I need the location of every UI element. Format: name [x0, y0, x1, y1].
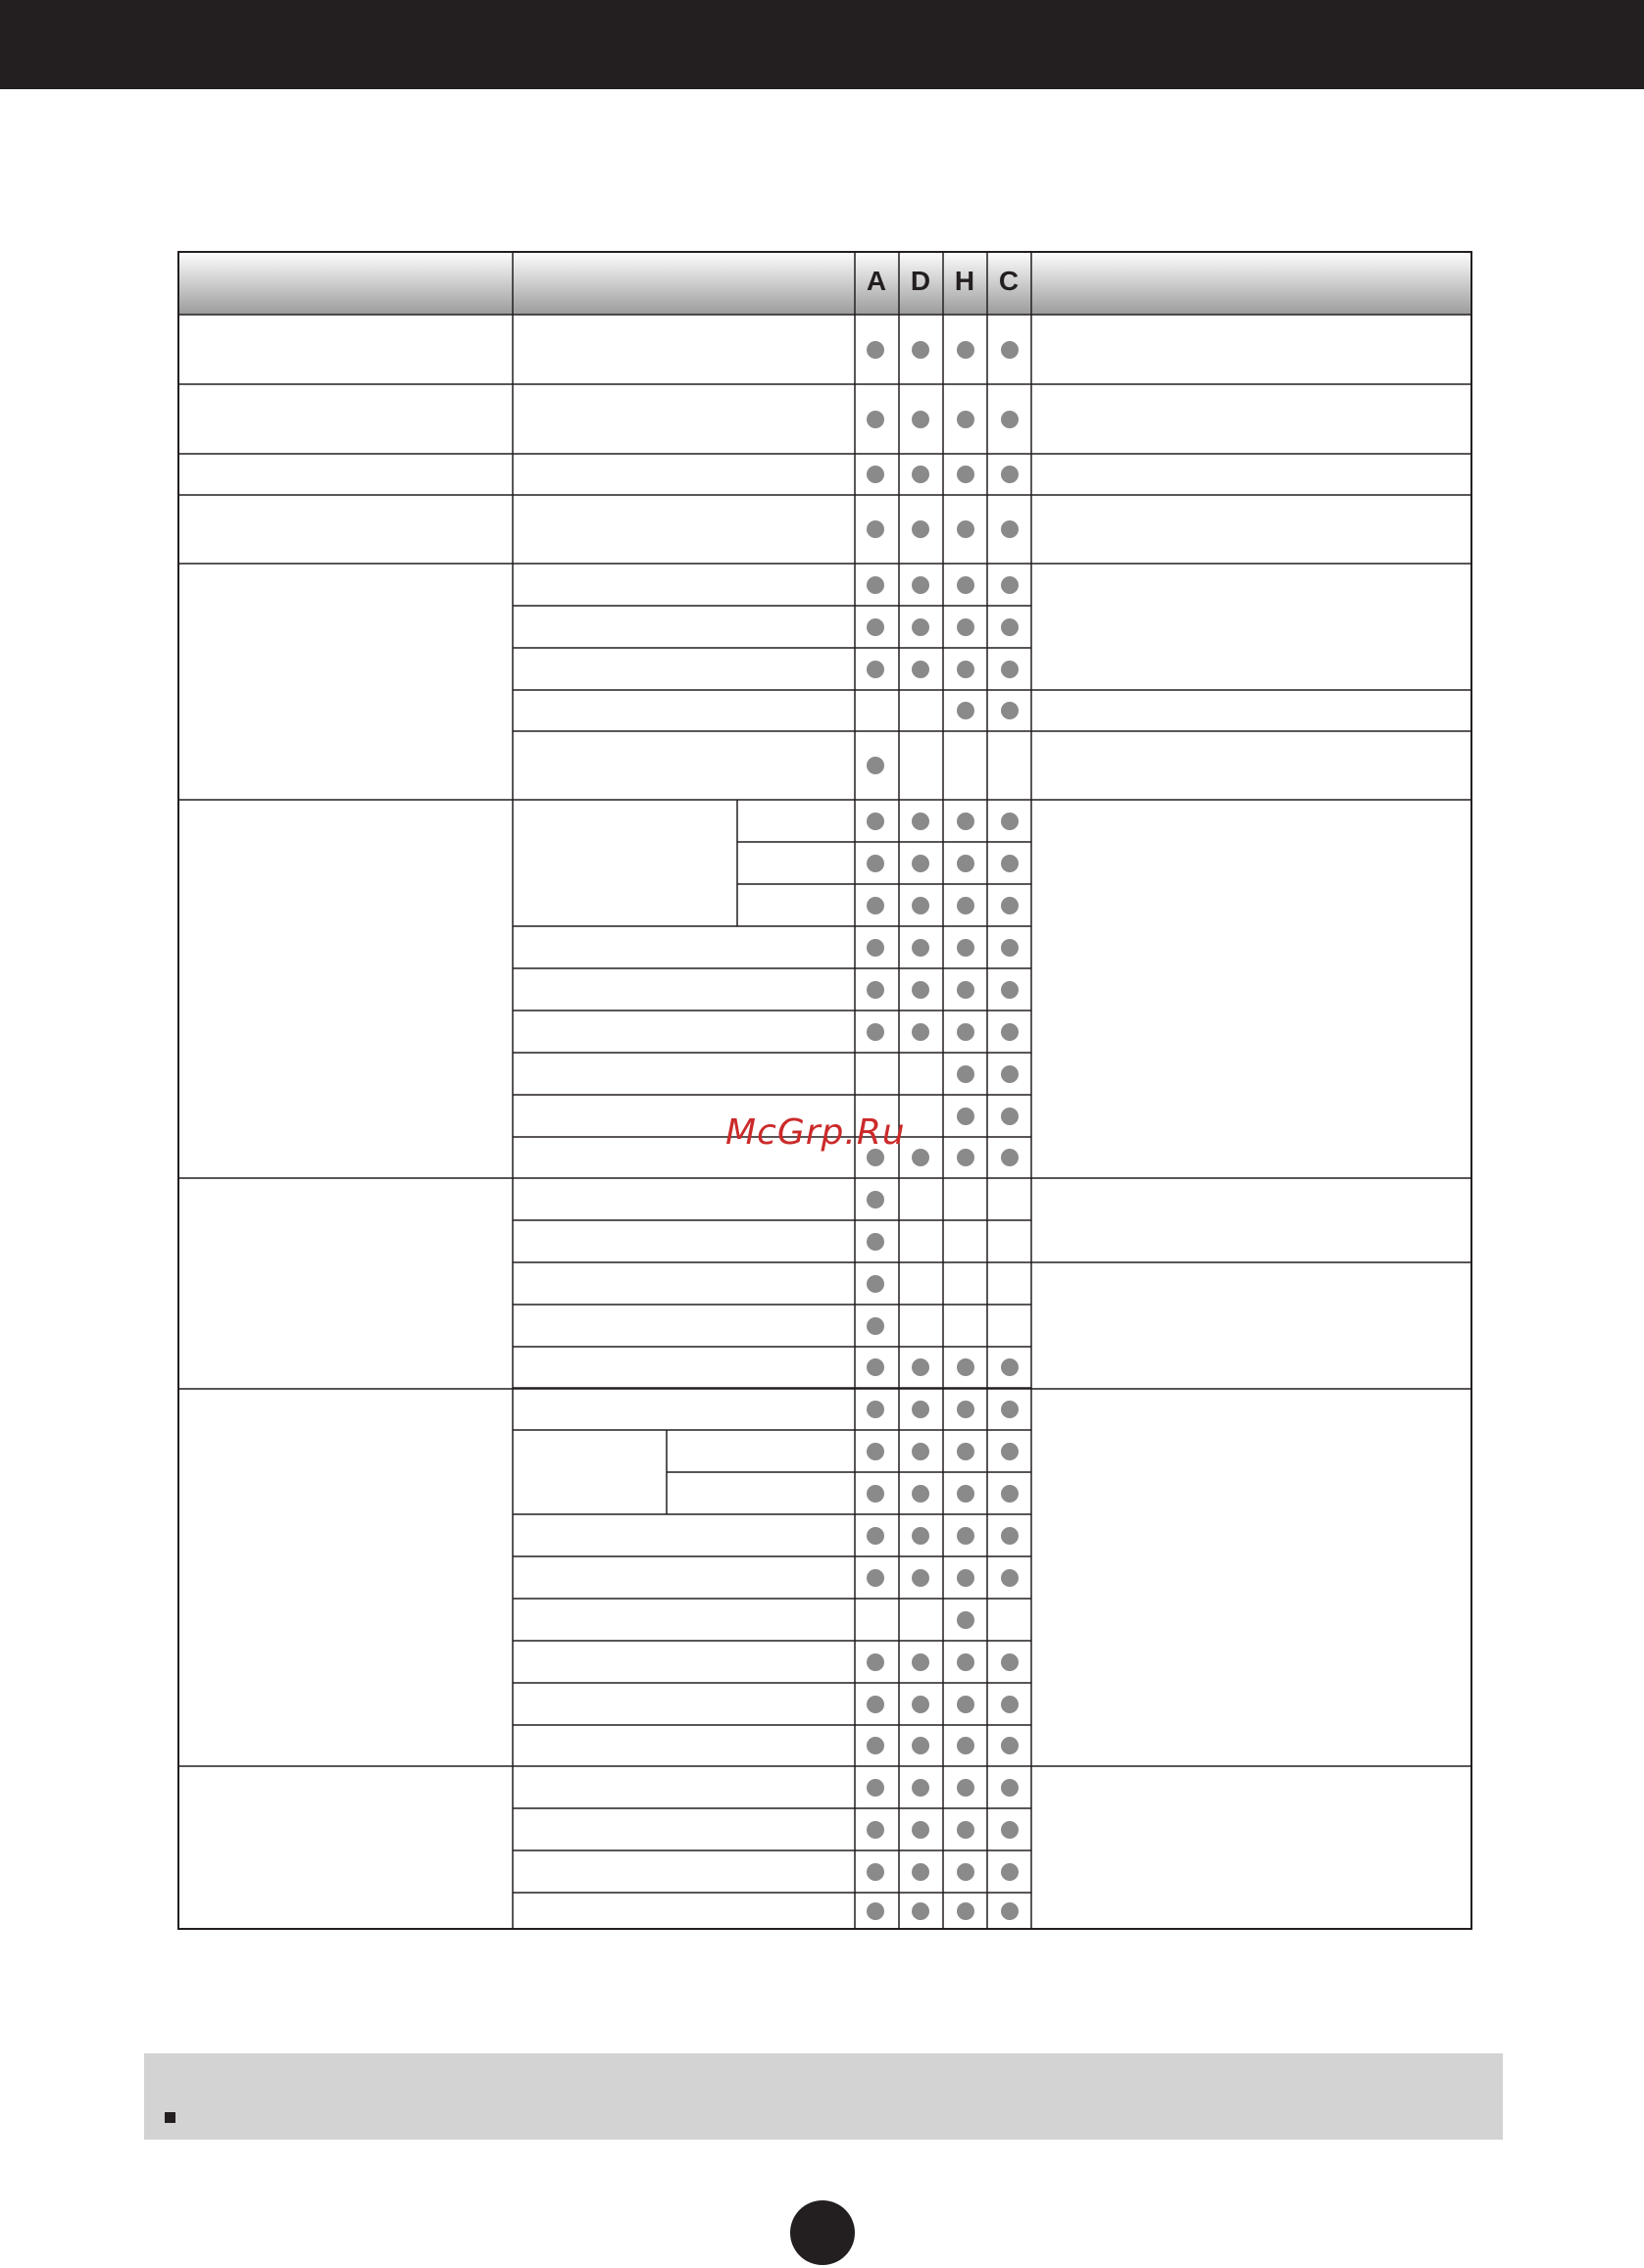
support-dot-icon: [957, 702, 974, 719]
support-dot-icon: [912, 813, 929, 830]
support-dot-icon: [957, 813, 974, 830]
support-dot-icon: [957, 520, 974, 538]
support-dot-icon: [867, 1902, 884, 1920]
support-dot-icon: [1001, 1653, 1019, 1671]
support-dot-icon: [912, 661, 929, 678]
support-dot-icon: [912, 576, 929, 594]
support-dot-icon: [1001, 1527, 1019, 1545]
support-dot-icon: [867, 411, 884, 428]
support-dot-icon: [867, 661, 884, 678]
support-dot-icon: [957, 1023, 974, 1041]
support-dot-icon: [867, 1317, 884, 1335]
support-dot-icon: [957, 1611, 974, 1629]
support-dot-icon: [957, 411, 974, 428]
support-dot-icon: [912, 1023, 929, 1041]
support-dot-icon: [867, 1821, 884, 1839]
support-dot-icon: [867, 1527, 884, 1545]
support-dot-icon: [1001, 1149, 1019, 1166]
support-dot-icon: [957, 981, 974, 999]
feature-support-table: [177, 251, 1472, 1930]
support-dot-icon: [912, 1821, 929, 1839]
watermark-text: McGrp.Ru: [725, 1112, 906, 1153]
support-dot-icon: [867, 466, 884, 483]
support-dot-icon: [957, 618, 974, 636]
support-dot-icon: [1001, 618, 1019, 636]
support-dot-icon: [912, 897, 929, 914]
support-dot-icon: [912, 1149, 929, 1166]
support-dot-icon: [1001, 1737, 1019, 1754]
support-dot-icon: [1001, 1485, 1019, 1503]
support-dot-icon: [867, 1443, 884, 1460]
support-dot-icon: [1001, 1902, 1019, 1920]
support-dot-icon: [867, 520, 884, 538]
support-dot-icon: [867, 855, 884, 872]
support-dot-icon: [957, 855, 974, 872]
support-dot-icon: [912, 1779, 929, 1797]
support-dot-icon: [912, 855, 929, 872]
support-dot-icon: [912, 466, 929, 483]
support-dot-icon: [1001, 855, 1019, 872]
support-dot-icon: [867, 813, 884, 830]
support-dot-icon: [1001, 702, 1019, 719]
support-dot-icon: [867, 897, 884, 914]
support-dot-icon: [1001, 1023, 1019, 1041]
support-dot-icon: [957, 1358, 974, 1376]
support-dot-icon: [912, 1443, 929, 1460]
support-dot-icon: [867, 1358, 884, 1376]
support-dot-icon: [912, 1569, 929, 1587]
support-dot-icon: [957, 466, 974, 483]
table-grid-lines: [177, 251, 1472, 1930]
support-dot-icon: [912, 1527, 929, 1545]
support-dot-icon: [867, 757, 884, 774]
top-header-bar: [0, 0, 1644, 89]
support-dot-icon: [1001, 1696, 1019, 1713]
support-dot-icon: [867, 576, 884, 594]
support-dot-icon: [867, 1275, 884, 1293]
support-dot-icon: [912, 1863, 929, 1881]
support-dot-icon: [1001, 1108, 1019, 1125]
column-header-d: D: [910, 266, 931, 296]
support-dot-icon: [867, 1485, 884, 1503]
support-dot-icon: [1001, 411, 1019, 428]
support-dot-icon: [912, 411, 929, 428]
support-dot-icon: [1001, 1443, 1019, 1460]
support-dot-icon: [867, 981, 884, 999]
support-dot-icon: [1001, 520, 1019, 538]
support-dot-icon: [957, 1902, 974, 1920]
note-box: [144, 2053, 1503, 2140]
support-dot-icon: [1001, 1358, 1019, 1376]
support-dot-icon: [867, 1653, 884, 1671]
support-dot-icon: [957, 576, 974, 594]
support-dot-icon: [912, 939, 929, 957]
support-dot-icon: [867, 1696, 884, 1713]
support-dot-icon: [912, 1696, 929, 1713]
support-dot-icon: [957, 1821, 974, 1839]
support-dot-icon: [912, 1485, 929, 1503]
support-dot-icon: [1001, 1821, 1019, 1839]
support-dot-icon: [867, 1191, 884, 1208]
bullet-square-icon: [165, 2112, 175, 2123]
support-dot-icon: [867, 939, 884, 957]
support-dot-icon: [1001, 1401, 1019, 1418]
support-dot-icon: [957, 1863, 974, 1881]
support-dot-icon: [957, 1779, 974, 1797]
support-dot-icon: [957, 1737, 974, 1754]
support-dot-icon: [867, 1401, 884, 1418]
support-dot-icon: [957, 1569, 974, 1587]
support-dot-icon: [957, 1527, 974, 1545]
support-dot-icon: [1001, 981, 1019, 999]
support-dot-icon: [867, 341, 884, 359]
support-dot-icon: [867, 1737, 884, 1754]
support-dot-icon: [912, 1737, 929, 1754]
support-dot-icon: [912, 1902, 929, 1920]
support-dot-icon: [912, 1401, 929, 1418]
support-dot-icon: [912, 981, 929, 999]
support-dot-icon: [1001, 576, 1019, 594]
column-header-h: H: [954, 266, 975, 296]
support-dot-icon: [867, 1779, 884, 1797]
support-dot-icon: [867, 1863, 884, 1881]
support-dot-icon: [912, 1358, 929, 1376]
column-header-c: C: [998, 266, 1020, 296]
support-dot-icon: [957, 1696, 974, 1713]
support-dot-icon: [1001, 1779, 1019, 1797]
support-dot-icon: [957, 897, 974, 914]
column-header-a: A: [866, 266, 887, 296]
support-dot-icon: [1001, 813, 1019, 830]
page-number-circle: [790, 2200, 855, 2265]
support-dot-icon: [1001, 1569, 1019, 1587]
support-dot-icon: [1001, 1863, 1019, 1881]
support-dot-icon: [867, 1569, 884, 1587]
support-dot-icon: [1001, 466, 1019, 483]
support-dot-icon: [1001, 939, 1019, 957]
support-dot-icon: [957, 1065, 974, 1083]
support-dot-icon: [867, 1023, 884, 1041]
support-dot-icon: [867, 618, 884, 636]
support-dot-icon: [957, 1401, 974, 1418]
support-dot-icon: [912, 1653, 929, 1671]
support-dot-icon: [912, 618, 929, 636]
support-dot-icon: [957, 661, 974, 678]
support-dot-icon: [957, 1443, 974, 1460]
support-dot-icon: [1001, 341, 1019, 359]
support-dot-icon: [957, 1485, 974, 1503]
support-dot-icon: [957, 1108, 974, 1125]
support-dot-icon: [1001, 661, 1019, 678]
support-dot-icon: [912, 520, 929, 538]
support-dot-icon: [957, 1149, 974, 1166]
support-dot-icon: [1001, 897, 1019, 914]
support-dot-icon: [1001, 1065, 1019, 1083]
support-dot-icon: [867, 1233, 884, 1251]
table-border: [178, 252, 1471, 1929]
support-dot-icon: [957, 1653, 974, 1671]
support-dot-icon: [912, 341, 929, 359]
support-dot-icon: [957, 939, 974, 957]
support-dot-icon: [957, 341, 974, 359]
